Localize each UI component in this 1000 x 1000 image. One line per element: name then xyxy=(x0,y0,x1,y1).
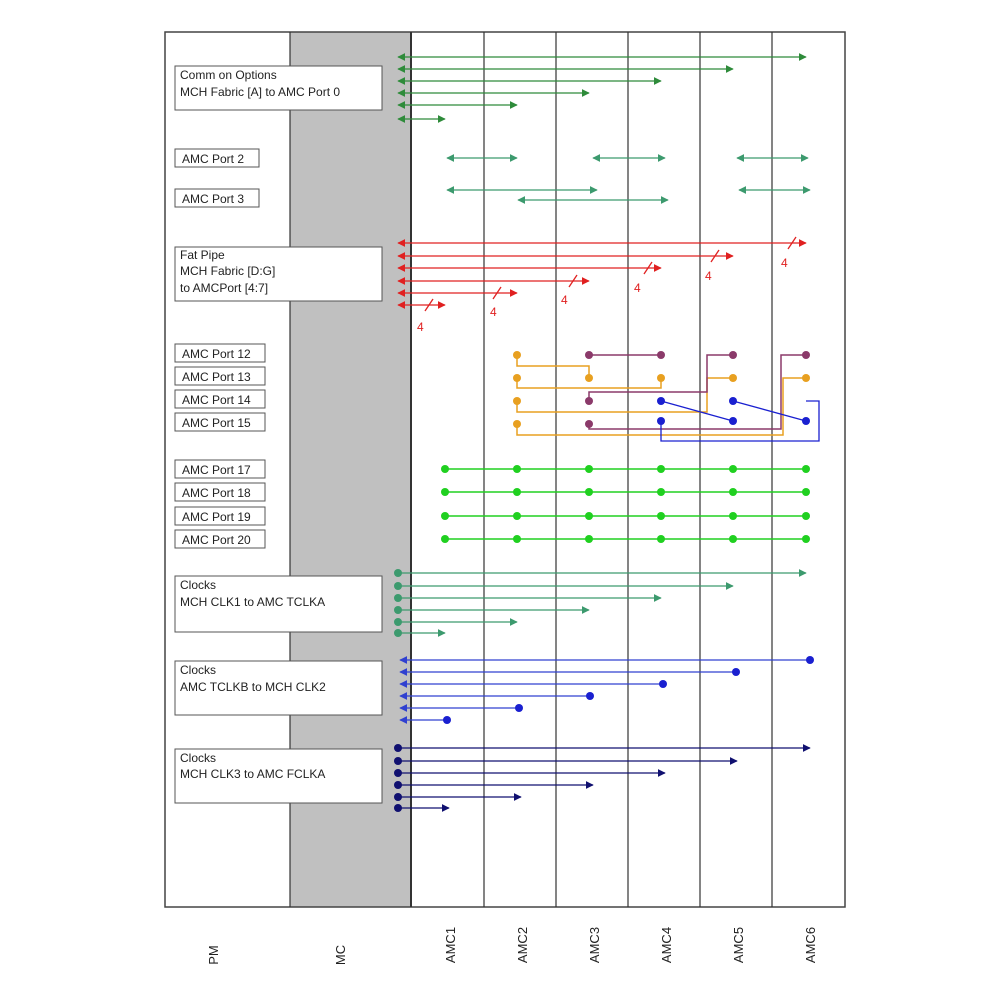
column-label-amc6: AMC6 xyxy=(803,926,818,964)
bus-dot xyxy=(729,488,737,496)
dot-purple xyxy=(585,397,593,405)
bus-dot xyxy=(729,465,737,473)
amc-port-14-label: AMC Port 14 xyxy=(182,393,251,407)
column-label-amc3: AMC3 xyxy=(587,926,602,964)
column-label-amc1: AMC1 xyxy=(443,926,458,964)
clocks-3-title: Clocks xyxy=(180,751,217,765)
fat-pipe-title: Fat Pipe xyxy=(180,248,225,262)
bus-dot xyxy=(441,488,449,496)
clocks-1-links xyxy=(398,573,806,633)
bus-dot xyxy=(513,465,521,473)
bus-dot xyxy=(802,535,810,543)
dot-orange xyxy=(585,374,593,382)
fat-pipe-links xyxy=(398,237,806,311)
fatpipe-lane-count-amc2: 4 xyxy=(490,305,497,319)
clocks-1-desc: MCH CLK1 to AMC TCLKA xyxy=(180,595,326,609)
bus-dot xyxy=(729,535,737,543)
comm-options-title: Comm on Options xyxy=(180,68,277,82)
dot-purple xyxy=(585,351,593,359)
dot-orange xyxy=(513,351,521,359)
amc-port-19-label: AMC Port 19 xyxy=(182,510,251,524)
bus-dot xyxy=(657,465,665,473)
amc-port-20-label: AMC Port 20 xyxy=(182,533,251,547)
port-12-15-purple-links xyxy=(589,355,806,429)
fatpipe-lane-count-amc5: 4 xyxy=(705,269,712,283)
clocks-2-desc: AMC TCLKB to MCH CLK2 xyxy=(180,680,326,694)
bus-dot xyxy=(441,512,449,520)
fat-pipe-desc-1: MCH Fabric [D:G] xyxy=(180,264,276,278)
bus-dot xyxy=(657,535,665,543)
port-12-15-dots xyxy=(513,351,810,428)
bus-dot xyxy=(513,488,521,496)
fatpipe-lane-count-amc6: 4 xyxy=(781,256,788,270)
dot-orange xyxy=(513,420,521,428)
bus-dot xyxy=(441,465,449,473)
clocks-3-links xyxy=(398,748,810,808)
dot-orange xyxy=(513,397,521,405)
bus-dot xyxy=(802,465,810,473)
bus-dot xyxy=(585,488,593,496)
column-label-pm: PM xyxy=(206,945,221,965)
port-17-20-bus-lines xyxy=(445,469,806,539)
clocks-2-title: Clocks xyxy=(180,663,217,677)
amc-port-18-label: AMC Port 18 xyxy=(182,486,251,500)
amc-port-13-label: AMC Port 13 xyxy=(182,370,251,384)
bus-dot xyxy=(729,512,737,520)
dot-blue xyxy=(802,417,810,425)
bus-dot xyxy=(585,512,593,520)
clocks-3-desc: MCH CLK3 to AMC FCLKA xyxy=(180,767,326,781)
fatpipe-lane-count-amc4: 4 xyxy=(634,281,641,295)
dot-purple xyxy=(585,420,593,428)
dot-orange xyxy=(729,374,737,382)
dot-blue xyxy=(729,397,737,405)
bus-dot xyxy=(585,465,593,473)
port-17-20-dots xyxy=(441,465,810,543)
dot-purple xyxy=(729,351,737,359)
bus-dot xyxy=(513,512,521,520)
fat-pipe-desc-2: to AMCPort [4:7] xyxy=(180,281,269,295)
dot-blue xyxy=(657,397,665,405)
comm-options-desc: MCH Fabric [A] to AMC Port 0 xyxy=(180,85,341,99)
column-label-amc2: AMC2 xyxy=(515,926,530,964)
clocks-1-title: Clocks xyxy=(180,578,217,592)
bus-dot xyxy=(585,535,593,543)
fatpipe-lane-count-amc3: 4 xyxy=(561,293,568,307)
dot-purple xyxy=(657,351,665,359)
dot-blue xyxy=(657,417,665,425)
bus-dot xyxy=(802,512,810,520)
amc-port-2-label: AMC Port 2 xyxy=(182,152,245,166)
column-label-amc5: AMC5 xyxy=(731,926,746,964)
dot-orange xyxy=(513,374,521,382)
bus-dot xyxy=(513,535,521,543)
dot-orange xyxy=(802,374,810,382)
orange-link-a xyxy=(517,355,589,378)
fatpipe-lane-count-amc1: 4 xyxy=(417,320,424,334)
blue-link-amc5-amc6 xyxy=(733,401,806,421)
bus-dot xyxy=(657,488,665,496)
amc-port-15-label: AMC Port 15 xyxy=(182,416,251,430)
clocks-2-links xyxy=(400,660,810,720)
bus-dot xyxy=(657,512,665,520)
comm-options-links xyxy=(398,57,806,119)
amc-port-12-label: AMC Port 12 xyxy=(182,347,251,361)
column-label-mc: MC xyxy=(333,944,348,966)
dot-orange xyxy=(657,374,665,382)
column-label-amc4: AMC4 xyxy=(659,926,674,964)
bus-dot xyxy=(802,488,810,496)
dot-blue xyxy=(729,417,737,425)
bus-dot xyxy=(441,535,449,543)
blue-link-amc4-amc5 xyxy=(661,401,733,421)
amc-port-17-label: AMC Port 17 xyxy=(182,463,251,477)
dot-purple xyxy=(802,351,810,359)
amc-port-3-label: AMC Port 3 xyxy=(182,192,245,206)
